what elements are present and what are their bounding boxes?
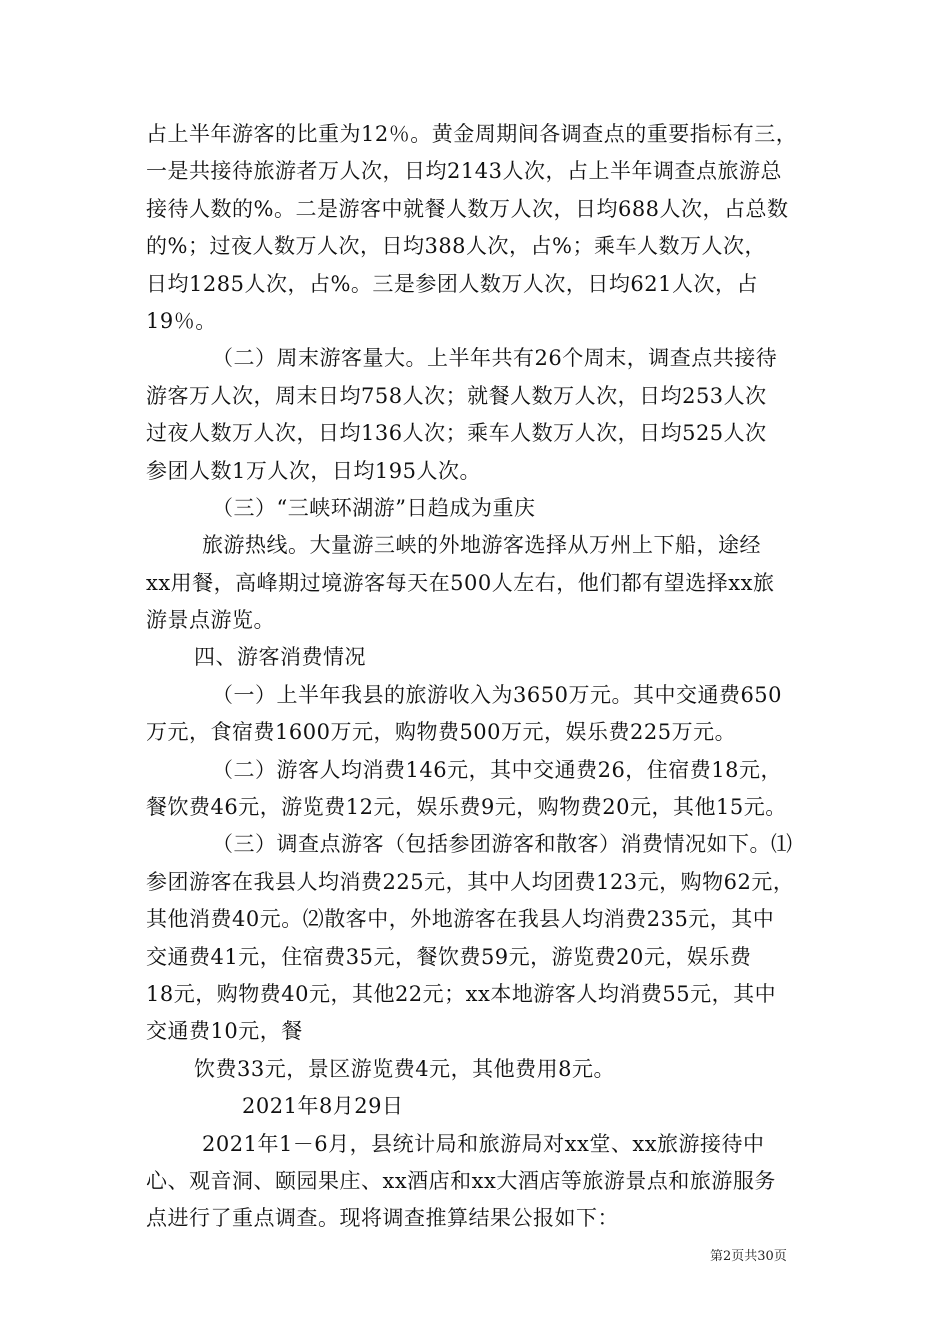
text-line: 参团游客在我县人均消费225元，其中人均团费123元，购物62元，: [146, 869, 795, 894]
text-line: 19％。: [146, 308, 217, 333]
document-body: [146, 116, 818, 1238]
text-line: 旅游热线。大量游三峡的外地游客选择从万州上下船，途经: [202, 533, 761, 558]
text-line: 2021年1－6月，县统计局和旅游局对xx堂、xx旅游接待中: [202, 1131, 765, 1156]
text-line: 万元，食宿费1600万元，购物费500万元，娱乐费225万元。: [146, 720, 737, 745]
text-line: 接待人数的%。二是游客中就餐人数万人次，日均688人次，占总数: [146, 196, 789, 221]
text-line: 的%；过夜人数万人次，日均388人次，占%；乘车人数万人次，: [146, 234, 766, 259]
text-line: 游景点游览。: [146, 608, 275, 633]
text-line: （一）上半年我县的旅游收入为3650万元。其中交通费650: [212, 682, 783, 707]
text-line: 18元，购物费40元，其他22元；xx本地游客人均消费55元，其中: [146, 981, 777, 1006]
text-line: 四、游客消费情况: [194, 645, 366, 670]
text-line: （二）游客人均消费146元，其中交通费26，住宿费18元，: [212, 757, 783, 782]
text-line: xx用餐，高峰期过境游客每天在500人左右，他们都有望选择xx旅: [146, 570, 775, 595]
text-line: 参团人数1万人次，日均195人次。: [146, 458, 481, 483]
text-line: 交通费41元，住宿费35元，餐饮费59元，游览费20元，娱乐费: [146, 944, 752, 969]
text-line: 日均1285人次，占%。三是参团人数万人次，日均621人次，占: [146, 271, 758, 296]
page-number: 第2页共30页: [710, 1249, 787, 1264]
text-line: 过夜人数万人次，日均136人次；乘车人数万人次，日均525人次: [146, 421, 767, 446]
text-line: 占上半年游客的比重为12％。黄金周期间各调查点的重要指标有三，: [146, 122, 798, 146]
text-line: 心、观音洞、颐园果庄、xx酒店和xx大酒店等旅游景点和旅游服务: [146, 1168, 776, 1193]
text-line: （二）周末游客量大。上半年共有26个周末，调查点共接待: [212, 346, 778, 371]
text-line: 点进行了重点调查。现将调查推算结果公报如下：: [146, 1206, 619, 1231]
text-line: 饮费33元，景区游览费4元，其他费用8元。: [194, 1056, 615, 1081]
text-line: 游客万人次，周末日均758人次；就餐人数万人次，日均253人次: [146, 383, 767, 408]
text-line: 餐饮费46元，游览费12元，娱乐费9元，购物费20元，其他15元。: [146, 795, 787, 820]
text-line: 2021年8月29日: [242, 1094, 404, 1119]
text-line: 交通费10元，餐: [146, 1019, 303, 1044]
text-line: （三）调查点游客（包括参团游客和散客）消费情况如下。⑴: [212, 832, 793, 857]
text-line: 其他消费40元。⑵散客中，外地游客在我县人均消费235元，其中: [146, 907, 775, 932]
text-line: （三）“三峡环湖游”日趋成为重庆: [212, 495, 536, 520]
text-line: 一是共接待旅游者万人次，日均2143人次，占上半年调查点旅游总: [146, 159, 782, 184]
